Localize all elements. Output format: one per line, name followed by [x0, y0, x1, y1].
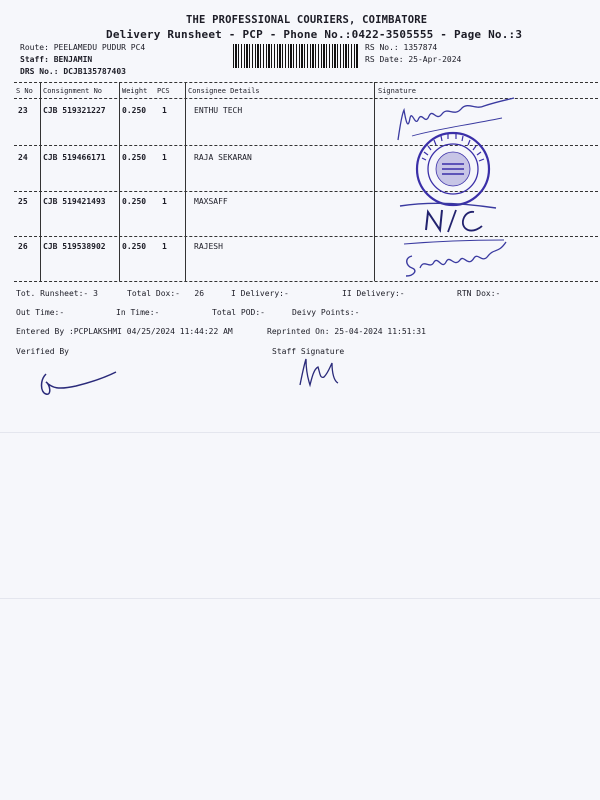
rs-number: RS No.: 1357874	[365, 43, 438, 52]
staff-signature-label: Staff Signature	[272, 347, 345, 356]
column-header-signature: Signature	[378, 87, 416, 95]
row-consignment: CJB 519321227	[43, 106, 106, 115]
row-consignment: CJB 519421493	[43, 197, 106, 206]
row-divider	[14, 191, 598, 192]
row-consignee: RAJESH	[194, 242, 223, 251]
row-pcs: 1	[162, 242, 167, 251]
row-weight: 0.250	[122, 153, 147, 162]
rs-date: RS Date: 25-Apr-2024	[365, 55, 462, 64]
barcode	[233, 44, 359, 68]
row-consignee: MAXSAFF	[194, 197, 228, 206]
row-sno: 25	[18, 197, 28, 206]
column-header-consignment: Consignment No	[43, 87, 103, 95]
reprinted-on: Reprinted On: 25-04-2024 11:51:31	[267, 327, 426, 336]
entered-by: Entered By :PCPLAKSHMI 04/25/2024 11:44:22 AM	[16, 327, 233, 336]
row-weight: 0.250	[122, 242, 147, 251]
column-header-sno: S No	[16, 87, 33, 95]
column-divider	[185, 82, 186, 281]
total-pod: Total POD:-	[212, 308, 265, 317]
total-dox: Total Dox:- 26	[127, 289, 205, 298]
runsheet-subtitle: Delivery Runsheet - PCP - Phone No.:0422-3505555 - Page No.:3	[106, 28, 523, 41]
table-top-rule	[14, 82, 598, 83]
verified-by-label: Verified By	[16, 347, 69, 356]
staff-label: Staff: BENJAMIN	[20, 55, 93, 64]
staff-signature	[294, 355, 342, 391]
signature-row-26	[398, 234, 518, 284]
row-consignee: ENTHU TECH	[194, 106, 243, 115]
row-sno: 23	[18, 106, 28, 115]
i-delivery: I Delivery:-	[231, 289, 289, 298]
verified-by-signature	[36, 366, 120, 398]
row-weight: 0.250	[122, 106, 147, 115]
column-divider	[119, 82, 120, 281]
row-pcs: 1	[162, 106, 167, 115]
row-weight: 0.250	[122, 197, 147, 206]
column-header-consignee: Consignee Details	[188, 87, 260, 95]
drs-number: DRS No.: DCJB135787403	[20, 67, 126, 76]
row-sno: 26	[18, 242, 28, 251]
out-time: Out Time:-	[16, 308, 65, 317]
column-divider	[40, 82, 41, 281]
paper-fold-line	[0, 432, 600, 433]
rtn-dox: RTN Dox:-	[457, 289, 501, 298]
route-label: Route: PEELAMEDU PUDUR PC4	[20, 43, 146, 52]
delivery-points: Deivy Points:-	[292, 308, 360, 317]
column-divider	[374, 82, 375, 281]
row-consignment: CJB 519466171	[43, 153, 106, 162]
tot-runsheet: Tot. Runsheet:- 3	[16, 289, 98, 298]
row-sno: 24	[18, 153, 28, 162]
column-header-pcs: PCS	[157, 87, 170, 95]
row-consignment: CJB 519538902	[43, 242, 106, 251]
row-pcs: 1	[162, 197, 167, 206]
row-consignee: RAJA SEKARAN	[194, 153, 252, 162]
in-time: In Time:-	[116, 308, 160, 317]
company-title: THE PROFESSIONAL COURIERS, COIMBATORE	[186, 14, 428, 26]
row-pcs: 1	[162, 153, 167, 162]
paper-fold-line	[0, 598, 600, 599]
ii-delivery: II Delivery:-	[342, 289, 405, 298]
column-header-weight: Weight	[122, 87, 148, 95]
